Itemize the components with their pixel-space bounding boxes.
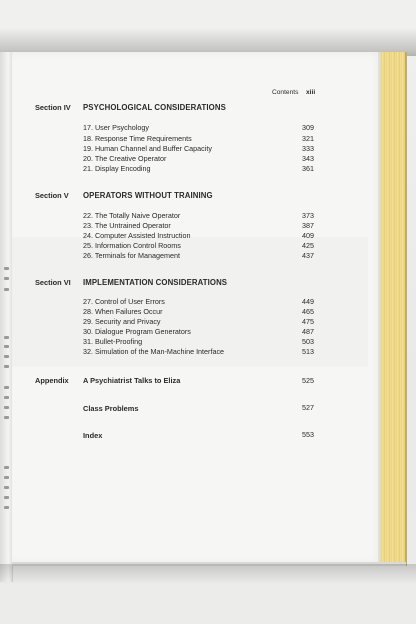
appendix-title: A Psychiatrist Talks to Eliza [83,376,181,385]
gilt-page-edges [381,52,407,566]
toc-entry: 23. The Untrained Operator [83,221,171,230]
toc-entry: 28. When Failures Occur [83,307,163,316]
toc-entry: 18. Response Time Requirements [83,134,192,143]
toc-page-number: 475 [302,317,314,326]
toc-entry: 29. Security and Privacy [83,317,161,326]
toc-page-number: 333 [302,144,314,153]
toc-page-number: 449 [302,297,314,306]
toc-page-number: 465 [302,307,314,316]
back-matter-title: Class Problems [83,404,139,413]
toc-page-number: 361 [302,164,314,173]
toc-entry: 30. Dialogue Program Generators [83,327,191,336]
section-label: Section V [35,191,69,200]
section-title: IMPLEMENTATION CONSIDERATIONS [83,278,228,287]
toc-entry: 21. Display Encoding [83,164,151,173]
toc-entry: 25. Information Control Rooms [83,241,181,250]
toc-entry: 32. Simulation of the Man-Machine Interface [83,347,225,356]
toc-entry: 24. Computer Assisted Instruction [83,231,191,240]
bottom-shadow [0,564,416,584]
toc-entry: 26. Terminals for Management [83,251,180,260]
toc-page-number: 503 [302,337,314,346]
toc-entry: 27. Control of User Errors [83,297,165,306]
toc-page-number: 487 [302,327,314,336]
toc-page-number: 387 [302,221,314,230]
toc-entry: 19. Human Channel and Buffer Capacity [83,144,212,153]
toc-page-number: 553 [302,430,314,439]
toc-page-number: 513 [302,347,314,356]
section-title: OPERATORS WITHOUT TRAINING [83,191,213,200]
section-title: PSYCHOLOGICAL CONSIDERATIONS [83,103,226,112]
appendix-label: Appendix [35,376,69,385]
toc-page-number: 527 [302,403,314,412]
back-matter-title: Index [83,431,103,440]
toc-page-number: 309 [302,123,314,132]
section-label: Section IV [35,103,71,112]
toc-entry: 17. User Psychology [83,123,149,132]
toc-entry: 20. The Creative Operator [83,154,167,163]
running-header-page-number: xiii [306,89,316,96]
running-header-label: Contents [272,89,299,96]
toc-page-number: 525 [302,376,314,385]
toc-page-number: 373 [302,211,314,220]
toc-entry: 31. Bullet-Proofing [83,337,143,346]
toc-page-number: 437 [302,251,314,260]
toc-entry: 22. The Totally Naive Operator [83,211,181,220]
toc-page-number: 343 [302,154,314,163]
toc-page-number: 409 [302,231,314,240]
toc-page-number: 321 [302,134,314,143]
left-page-marks [3,52,12,582]
contents-page [12,52,384,564]
toc-page-number: 425 [302,241,314,250]
section-label: Section VI [35,278,71,287]
